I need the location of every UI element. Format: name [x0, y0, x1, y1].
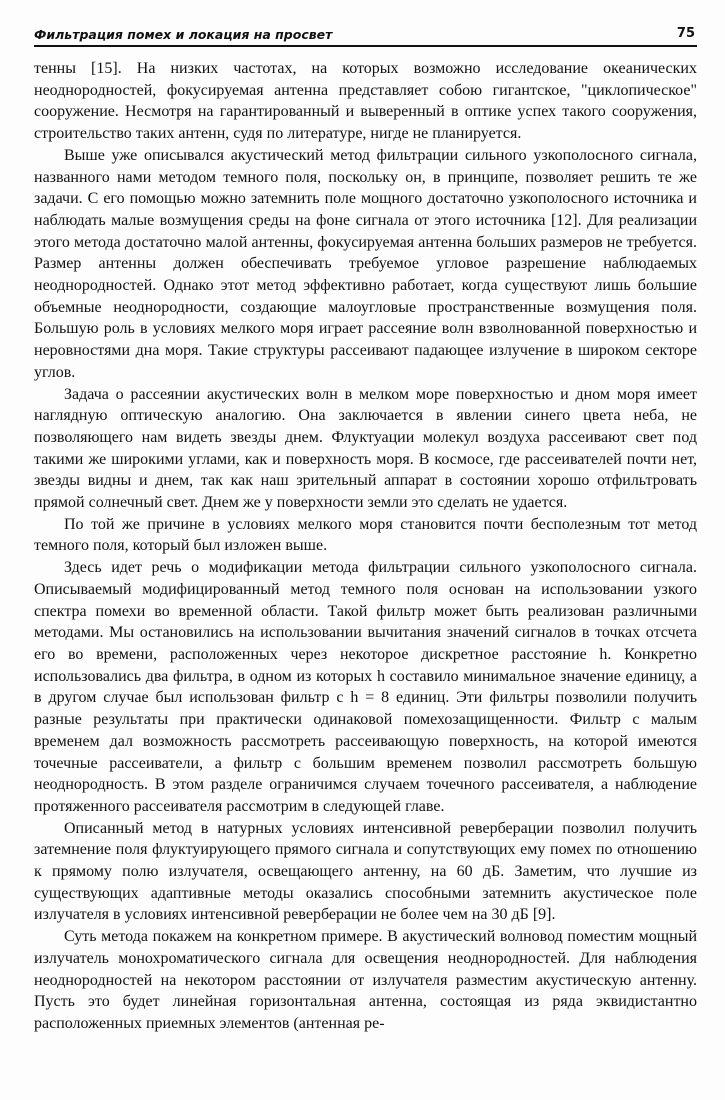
paragraph-2: Выше уже описывался акустический метод фильтрации сильного узкополосного сигнала, названного нами методом темного поля, поскольку он, в принципе, позволяет решить те же задачи. С его помощью можно затемнить поле мощного достаточно узкополосного источника и наблюдать малые возмущения среды на фоне сигнала от этого источника [12]. Для реализации этого метода достаточно малой антенны, фокусируемая антенна больших размеров не требуется. Размер антенны должен обеспечивать требуемое угловое разрешение наблюдаемых неоднородностей. Однако этот метод эффективно работает, когда существуют лишь большие объемные неоднородности, создающие малоугловые пространственные возмущения поля. Большую роль в условиях мелкого моря играет рассеяние волн взволнованной поверхностью и неровностями дна моря. Такие структуры рассеивают падающее излучение в широком секторе углов.: [34, 146, 697, 381]
paragraph-7: Суть метода покажем на конкретном примере. В акустический волновод поместим мощный излучатель монохроматического сигнала для освещения неоднородностей. Для наблюдения неоднородностей на некотором расстоянии от излучателя разместим акустическую антенну. Пусть это будет линейная горизонтальная антенна, состоящая из ряда эквидистантно расположенных приемных элементов (антенная ре-: [34, 928, 697, 1032]
paragraph-4: По той же причине в условиях мелкого моря становится почти бесполезным тот метод темного поля, который был изложен выше.: [34, 515, 697, 555]
paragraph-6: Описанный метод в натурных условиях интенсивной реверберации позволил получить затемнение поля флуктуирующего прямого сигнала и сопутствующих ему помех по отношению к прямому полю излучателя, освещающего антенну, на 60 дБ. Заметим, что лучшие из существующих адаптивные методы оказались способными затемнить акустическое поле излучателя в условиях интенсивной реверберации не более чем на 30 дБ [9].: [34, 819, 697, 924]
paragraph-1: тенны [15]. На низких частотах, на которых возможно исследование океанических неоднородностей, фокусируемая антенна представляет собою гигантское, "циклопическое" сооружение. Несмотря на гарантированный и выверенный в оптике успех такого сооружения, строительство таких антенн, судя по литературе, нигде не планируется.: [34, 60, 697, 143]
page-number: 75: [676, 26, 695, 41]
body-text: [34, 58, 697, 1035]
paragraph-3: Задача о рассеянии акустических волн в мелком море поверхностью и дном моря имеет наглядную оптическую аналогию. Она заключается в явлении синего цвета неба, не позволяющего нам видеть звезды днем. Флуктуации молекул воздуха рассеивают свет под такими же широкими углами, как и поверхность моря. В космосе, где рассеивателей почти нет, звезды видны и днем, так как наш зрительный аппарат в состоянии хорошо отфильтровать прямой солнечный свет. Днем же у поверхности земли это сделать не удается.: [34, 385, 697, 512]
running-header: [34, 25, 697, 47]
running-title: Фильтрация помех и локация на просвет: [34, 27, 333, 42]
paragraph-5: Здесь идет речь о модификации метода фильтрации сильного узкополосного сигнала. Описываемый модифицированный метод темного поля основан на использовании узкого спектра помехи во временной области. Такой фильтр может быть реализован различными методами. Мы остановились на использовании вычитания значений сигналов в точках отсчета его во времени, расположенных через некоторое дискретное расстояние h. Конкретно использовались два фильтра, в одном из которых h составило минимальное значение единицу, а в другом случае был использован фильтр с h = 8 единиц. Эти фильтры позволили получить разные результаты при практически одинаковой помехозащищенности. Фильтр с малым временем дал возможность рассмотреть рассеивающую поверхность, на которой имеются точечные рассеиватели, а фильтр с большим временем позволил рассмотреть большую неоднородность. В этом разделе ограничимся случаем точечного рассеивателя, а наблюдение протяженного рассеивателя рассмотрим в следующей главе.: [34, 559, 697, 815]
